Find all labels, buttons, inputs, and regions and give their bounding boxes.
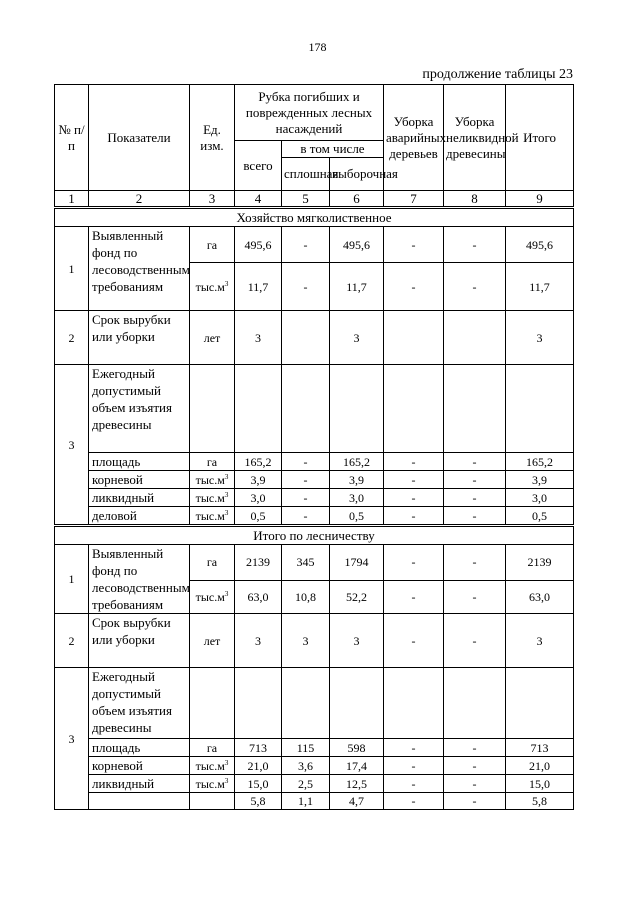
value-cell: -	[384, 545, 444, 581]
value-cell: -	[282, 453, 330, 471]
column-number: 8	[444, 191, 506, 208]
unit-cell: $тыс.м^3$	[190, 507, 235, 526]
unit-cell: $тыс.м^3$	[190, 757, 235, 775]
sub-row-label: корневой	[89, 471, 190, 489]
row-label: Ежегодный допустимый объем изъятия древесины	[89, 668, 190, 739]
value-cell: 165,2	[235, 453, 282, 471]
unit-cell: га	[190, 739, 235, 757]
table-row	[55, 365, 574, 453]
value-cell: 3,9	[506, 471, 574, 489]
value-cell: 0,5	[235, 507, 282, 526]
sub-row-label: площадь	[89, 453, 190, 471]
value-cell	[444, 311, 506, 365]
value-cell: -	[444, 580, 506, 614]
row-number: 3	[55, 668, 89, 810]
value-cell: 11,7	[330, 263, 384, 311]
column-number: 7	[384, 191, 444, 208]
section-title: Хозяйство мягколиственное	[55, 208, 574, 227]
value-cell: 165,2	[330, 453, 384, 471]
header-clear: сплошная	[282, 158, 330, 191]
table-row	[55, 311, 574, 365]
value-cell	[282, 311, 330, 365]
value-cell: 1,1	[282, 793, 330, 810]
row-number: 2	[55, 311, 89, 365]
row-label: Выявленный фонд по лесоводственным требованиям	[89, 227, 190, 311]
value-cell: 2,5	[282, 775, 330, 793]
value-cell: -	[384, 580, 444, 614]
value-cell: -	[444, 263, 506, 311]
value-cell: 21,0	[506, 757, 574, 775]
value-cell: 10,8	[282, 580, 330, 614]
value-cell: 52,2	[330, 580, 384, 614]
value-cell: 3,0	[235, 489, 282, 507]
header-emergency: Уборка аварийных деревьев	[384, 85, 444, 191]
value-cell: -	[384, 471, 444, 489]
value-cell: -	[444, 739, 506, 757]
value-cell: -	[384, 263, 444, 311]
row-label: Срок вырубки или уборки	[89, 311, 190, 365]
value-cell: 3	[330, 614, 384, 668]
value-cell: 3	[235, 311, 282, 365]
value-cell: 21,0	[235, 757, 282, 775]
column-number: 5	[282, 191, 330, 208]
table-row	[55, 793, 574, 810]
table-row	[55, 614, 574, 668]
value-cell: 17,4	[330, 757, 384, 775]
column-number: 1	[55, 191, 89, 208]
sub-row-label: ликвидный	[89, 489, 190, 507]
column-number: 6	[330, 191, 384, 208]
value-cell: 0,5	[506, 507, 574, 526]
value-cell: 3,9	[330, 471, 384, 489]
unit-cell: га	[190, 227, 235, 263]
value-cell: 3	[282, 614, 330, 668]
value-cell: 165,2	[506, 453, 574, 471]
column-number: 2	[89, 191, 190, 208]
value-cell: -	[384, 507, 444, 526]
value-cell: -	[444, 489, 506, 507]
value-cell: -	[444, 775, 506, 793]
unit-cell	[190, 793, 235, 810]
value-cell: 3	[235, 614, 282, 668]
row-number: 1	[55, 545, 89, 614]
value-cell: 3,0	[330, 489, 384, 507]
value-cell: 5,8	[506, 793, 574, 810]
unit-cell: $тыс.м^3$	[190, 263, 235, 311]
row-number: 3	[55, 365, 89, 526]
table-row	[55, 757, 574, 775]
value-cell: -	[282, 507, 330, 526]
header-unit: Ед. изм.	[190, 85, 235, 191]
column-numbers-row	[55, 191, 574, 208]
unit-cell: $тыс.м^3$	[190, 580, 235, 614]
value-cell	[384, 311, 444, 365]
header-including: в том числе	[282, 141, 384, 158]
value-cell: 15,0	[506, 775, 574, 793]
value-cell: 2139	[506, 545, 574, 581]
value-cell: 15,0	[235, 775, 282, 793]
table-row	[55, 545, 574, 581]
value-cell: -	[384, 614, 444, 668]
unit-cell: $тыс.м^3$	[190, 489, 235, 507]
value-cell: -	[282, 471, 330, 489]
value-cell: -	[282, 489, 330, 507]
value-cell: 63,0	[235, 580, 282, 614]
value-cell: -	[444, 757, 506, 775]
value-cell: 495,6	[235, 227, 282, 263]
table-row	[55, 453, 574, 471]
value-cell: -	[282, 227, 330, 263]
sub-row-label: ликвидный	[89, 775, 190, 793]
sub-row-label: деловой	[89, 507, 190, 526]
value-cell: 3,0	[506, 489, 574, 507]
table-row	[55, 227, 574, 263]
value-cell: 598	[330, 739, 384, 757]
table-continuation-caption: продолжение таблицы 23	[422, 67, 573, 82]
value-cell: -	[384, 757, 444, 775]
sub-row-label: корневой	[89, 757, 190, 775]
value-cell: 3,9	[235, 471, 282, 489]
table-row	[55, 471, 574, 489]
value-cell: 2139	[235, 545, 282, 581]
table-row	[55, 507, 574, 526]
page-number: 178	[308, 40, 327, 54]
sub-row-label: площадь	[89, 739, 190, 757]
value-cell: -	[444, 793, 506, 810]
column-number: 3	[190, 191, 235, 208]
value-cell: -	[384, 227, 444, 263]
value-cell: 11,7	[506, 263, 574, 311]
header-felling: Рубка погибших и поврежденных лесных насаждений	[235, 85, 384, 141]
unit-cell: га	[190, 545, 235, 581]
unit-cell: лет	[190, 311, 235, 365]
row-number: 2	[55, 614, 89, 668]
value-cell: -	[444, 453, 506, 471]
value-cell: -	[444, 471, 506, 489]
value-cell: 495,6	[330, 227, 384, 263]
table-row	[55, 775, 574, 793]
header-indicators: Показатели	[89, 85, 190, 191]
value-cell: -	[384, 453, 444, 471]
value-cell: -	[444, 545, 506, 581]
unit-cell: $тыс.м^3$	[190, 471, 235, 489]
value-cell: -	[384, 793, 444, 810]
row-label: Выявленный фонд по лесоводственным требованиям	[89, 545, 190, 614]
value-cell: -	[384, 739, 444, 757]
value-cell: -	[384, 489, 444, 507]
header-selective: выборочная	[330, 158, 384, 191]
value-cell: 3	[330, 311, 384, 365]
value-cell: 495,6	[506, 227, 574, 263]
value-cell: 345	[282, 545, 330, 581]
value-cell: 1794	[330, 545, 384, 581]
value-cell: -	[444, 227, 506, 263]
header-grand-total: Итого	[506, 85, 574, 191]
value-cell: 4,7	[330, 793, 384, 810]
value-cell: 5,8	[235, 793, 282, 810]
unit-cell: лет	[190, 614, 235, 668]
unit-cell: га	[190, 453, 235, 471]
row-number: 1	[55, 227, 89, 311]
value-cell: 713	[235, 739, 282, 757]
table-row	[55, 489, 574, 507]
value-cell: 3	[506, 614, 574, 668]
table-row	[55, 739, 574, 757]
sub-row-label	[89, 793, 190, 810]
value-cell: 11,7	[235, 263, 282, 311]
unit-cell: $тыс.м^3$	[190, 775, 235, 793]
row-label: Ежегодный допустимый объем изъятия древесины	[89, 365, 190, 453]
header-illiquid: Уборка неликвидной древесины	[444, 85, 506, 191]
value-cell: 0,5	[330, 507, 384, 526]
row-label: Срок вырубки или уборки	[89, 614, 190, 668]
header-num: № п/п	[55, 85, 89, 191]
header-total-all: всего	[235, 141, 282, 191]
value-cell: -	[384, 775, 444, 793]
value-cell: -	[444, 614, 506, 668]
forestry-table	[54, 84, 574, 810]
section-title: Итого по лесничеству	[55, 526, 574, 545]
table-row	[55, 668, 574, 739]
value-cell: 12,5	[330, 775, 384, 793]
column-number: 4	[235, 191, 282, 208]
value-cell: 3,6	[282, 757, 330, 775]
value-cell: 713	[506, 739, 574, 757]
value-cell: -	[282, 263, 330, 311]
value-cell: 63,0	[506, 580, 574, 614]
value-cell: 3	[506, 311, 574, 365]
value-cell: -	[444, 507, 506, 526]
value-cell: 115	[282, 739, 330, 757]
column-number: 9	[506, 191, 574, 208]
